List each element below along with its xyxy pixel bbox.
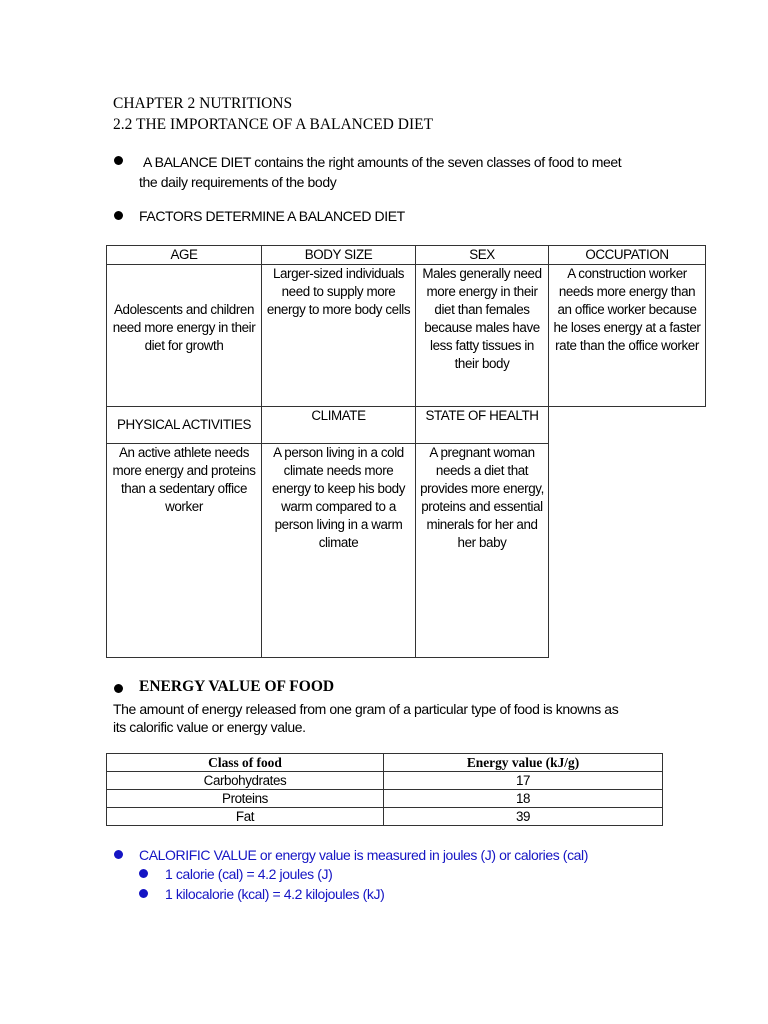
bullet-text-line1: A BALANCE DIET contains the right amounts of the seven classes of food to meet <box>143 154 622 170</box>
bullet-text-line2: the daily requirements of the body <box>139 174 337 190</box>
bullet-icon <box>114 850 123 859</box>
factor-header-age: AGE <box>107 246 262 265</box>
factor-header-occupation: OCCUPATION <box>549 246 706 265</box>
table-blank-cell <box>549 407 706 444</box>
bullet-icon <box>139 869 148 878</box>
factor-cell-age: Adolescents and children need more energy in their diet for growth <box>107 265 262 407</box>
factor-header-body-size: BODY SIZE <box>262 246 416 265</box>
factor-cell-climate: A person living in a cold climate needs more energy to keep his body warm compared to a person living in a warm climate <box>262 444 416 658</box>
factor-cell-state-of-health: A pregnant woman needs a diet that provides more energy, proteins and essential minerals for her and her baby <box>416 444 549 658</box>
calorie-conversion: 1 calorie (cal) = 4.2 joules (J) <box>165 866 333 882</box>
factors-table <box>106 245 706 658</box>
bullet-icon <box>114 211 123 220</box>
energy-paragraph-line1: The amount of energy released from one gram of a particular type of food is knowns as <box>113 701 619 717</box>
bullet-icon <box>139 889 148 898</box>
factor-cell-body-size: Larger-sized individuals need to supply more energy to more body cells <box>262 265 416 407</box>
factor-cell-physical-activities: An active athlete needs more energy and proteins than a sedentary office worker <box>107 444 262 658</box>
factor-header-climate: CLIMATE <box>262 407 416 444</box>
energy-paragraph-line2: its calorific value or energy value. <box>113 719 306 735</box>
table-row: Fat 39 <box>107 808 663 826</box>
factor-cell-sex: Males generally need more energy in their diet than females because males have less fatty tissues in their body <box>416 265 549 407</box>
bullet-icon <box>114 684 123 693</box>
factors-heading: FACTORS DETERMINE A BALANCED DIET <box>139 208 405 224</box>
energy-table <box>106 753 663 826</box>
chapter-title: CHAPTER 2 NUTRITIONS <box>113 95 293 112</box>
energy-table-header-value: Energy value (kJ/g) <box>384 754 663 772</box>
factor-header-state-of-health: STATE OF HEALTH <box>416 407 549 444</box>
energy-table-header-class: Class of food <box>107 754 384 772</box>
kilocalorie-conversion: 1 kilocalorie (kcal) = 4.2 kilojoules (kJ) <box>165 886 385 902</box>
table-row: Proteins 18 <box>107 790 663 808</box>
calorific-text: CALORIFIC VALUE or energy value is measured in joules (J) or calories (cal) <box>139 847 589 863</box>
factor-cell-occupation: A construction worker needs more energy than an office worker because he loses energy at a faster rate than the office worker <box>549 265 706 407</box>
factor-header-sex: SEX <box>416 246 549 265</box>
factor-header-physical-activities: PHYSICAL ACTIVITIES <box>107 407 262 444</box>
bullet-icon <box>114 156 123 165</box>
section-title: 2.2 THE IMPORTANCE OF A BALANCED DIET <box>113 116 434 133</box>
table-row: Carbohydrates 17 <box>107 772 663 790</box>
energy-heading: ENERGY VALUE OF FOOD <box>139 678 335 695</box>
table-blank-cell <box>549 444 706 658</box>
